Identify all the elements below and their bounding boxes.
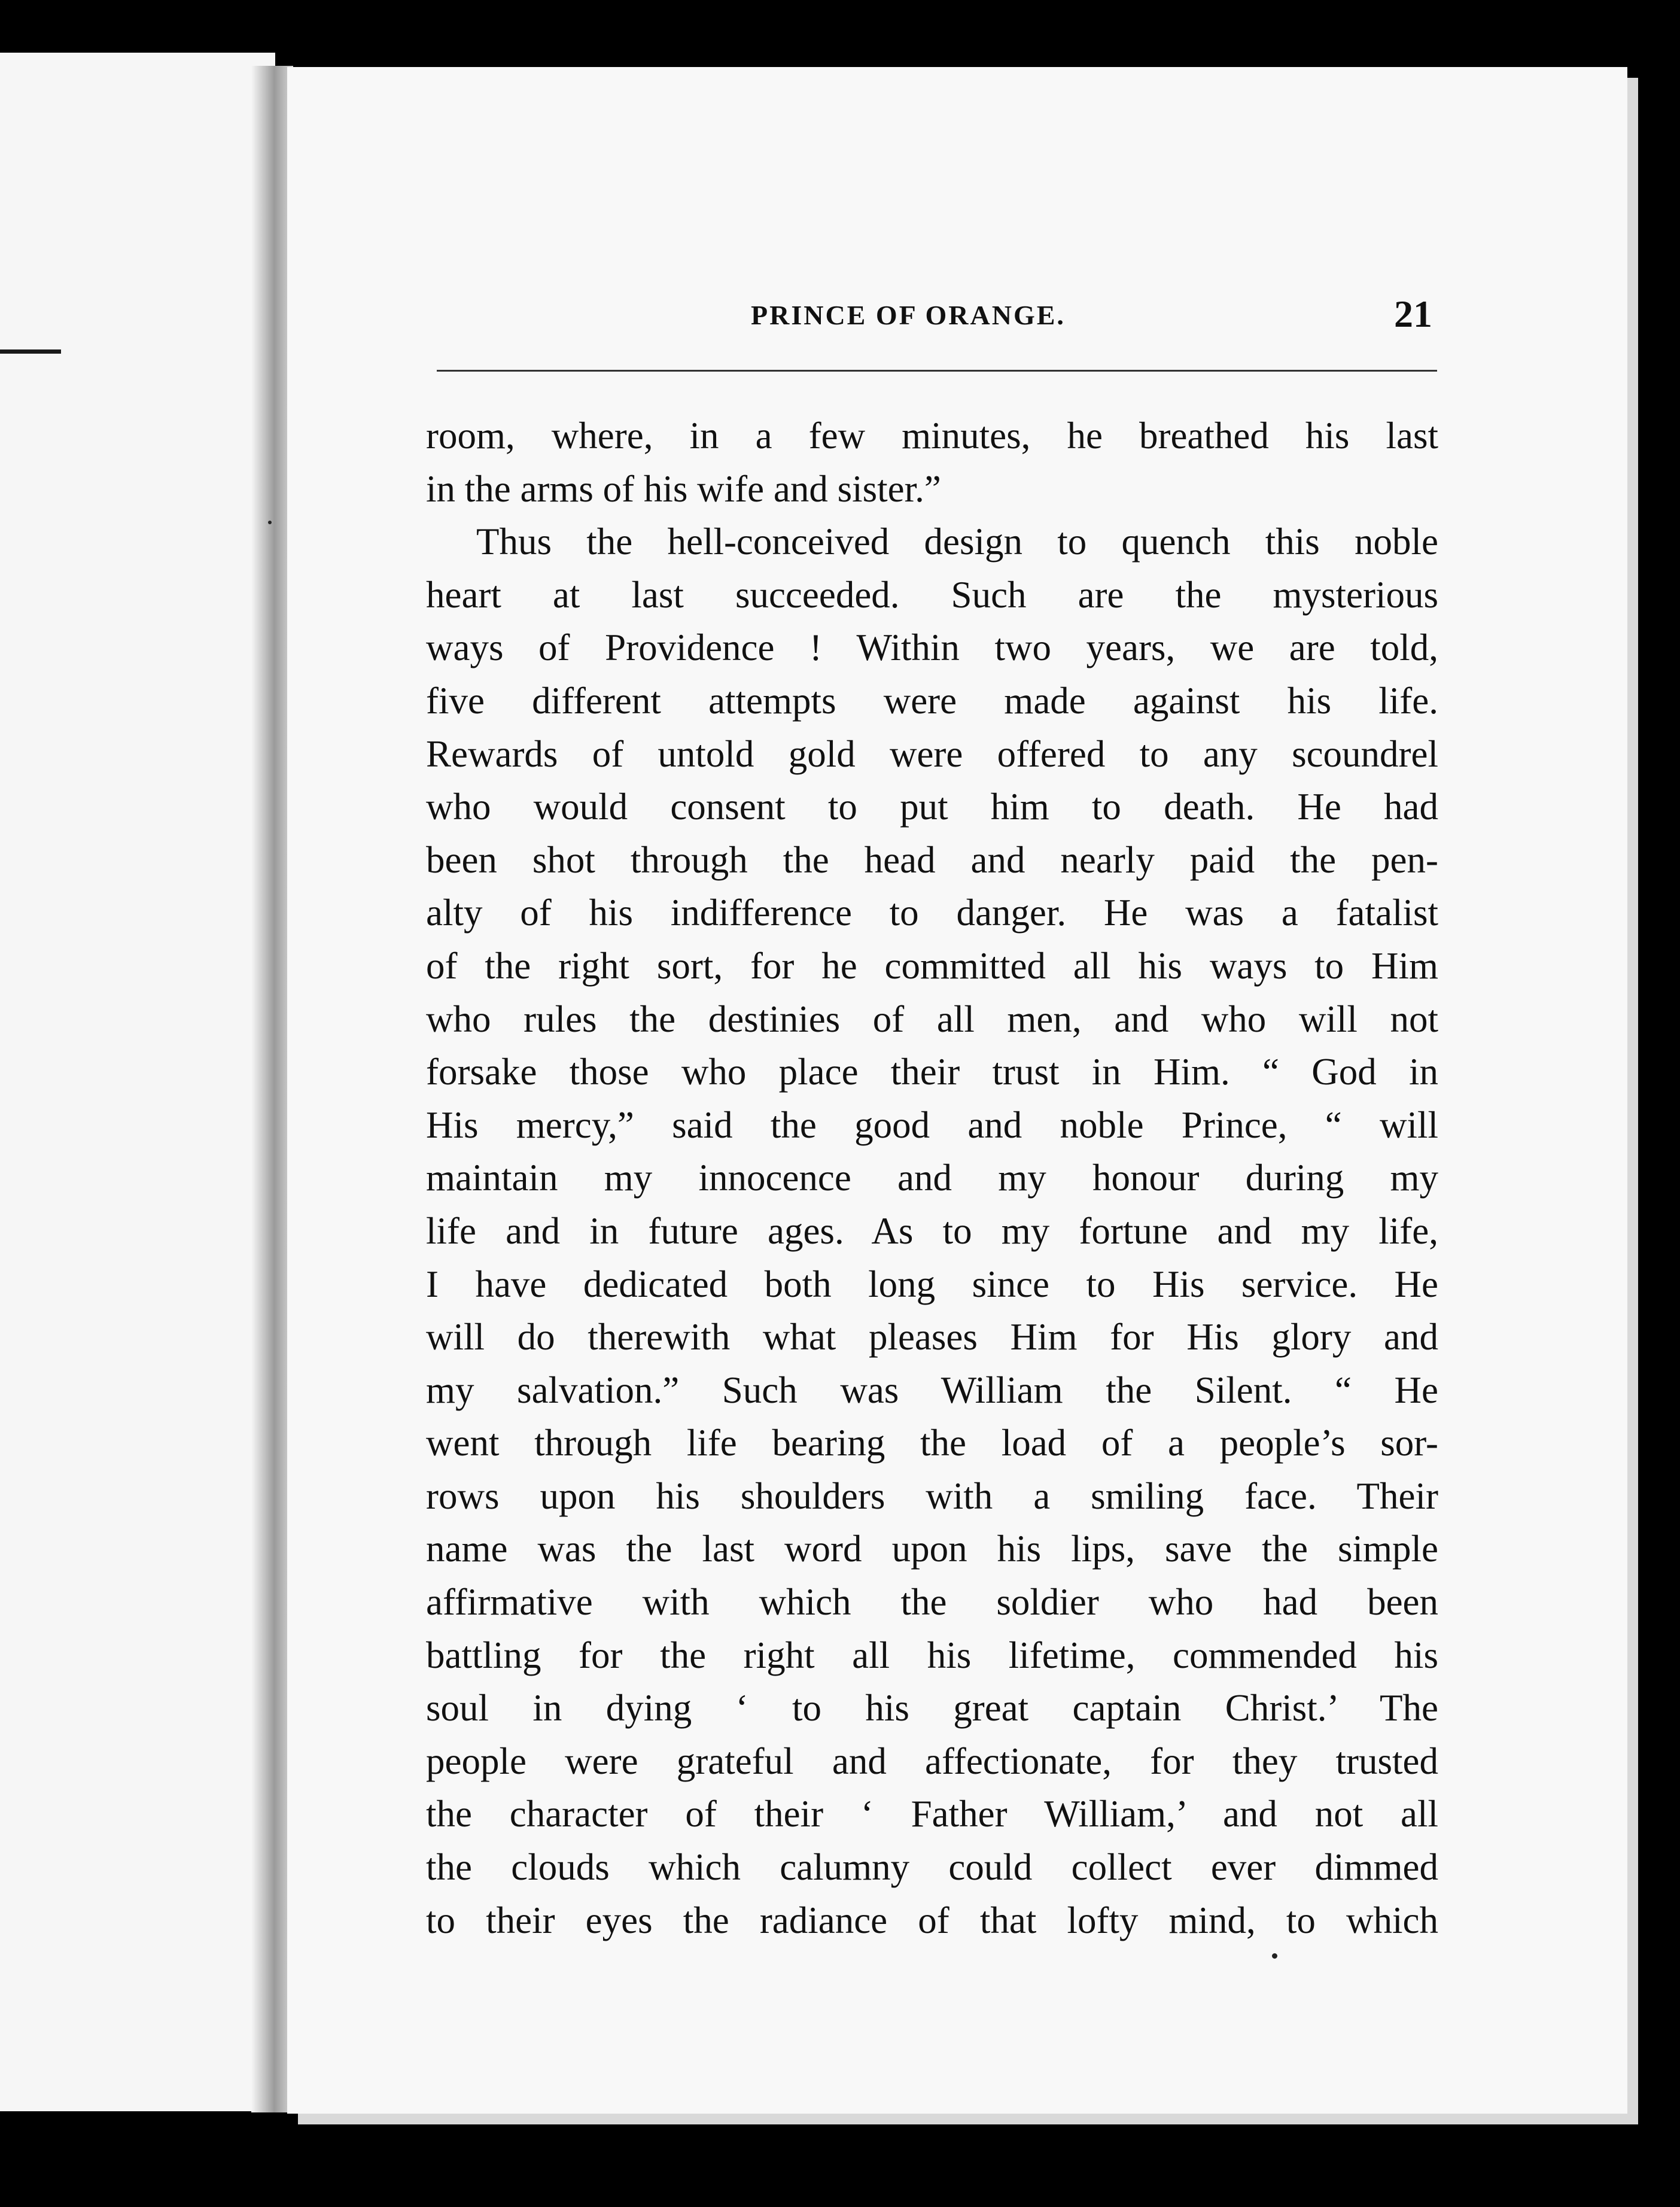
ink-speck xyxy=(268,521,272,524)
text-line: in the arms of his wife and sister.” xyxy=(426,467,941,510)
text-line: people were grateful and affectionate, for they trusted xyxy=(426,1740,1438,1782)
text-line: life and in future ages. As to my fortune and my life, xyxy=(426,1209,1438,1252)
previous-page xyxy=(0,53,275,2111)
text-line: who rules the destinies of all men, and who will not xyxy=(426,998,1438,1040)
text-line: been shot through the head and nearly paid the pen- xyxy=(426,838,1438,881)
running-head: PRINCE OF ORANGE. xyxy=(751,300,1066,330)
text-line: the character of their ‘ Father William,’ and not all xyxy=(426,1793,1438,1835)
text-line: alty of his indifference to danger. He was a fatalist xyxy=(426,892,1438,934)
text-line: battling for the right all his lifetime, commended his xyxy=(426,1634,1438,1676)
text-line: who would consent to put him to death. He had xyxy=(426,786,1438,828)
text-line: Rewards of untold gold were offered to any scoundrel xyxy=(426,732,1438,775)
text-line: Thus the hell-conceived design to quench this noble xyxy=(476,521,1438,563)
text-line: maintain my innocence and my honour during my xyxy=(426,1157,1438,1199)
text-line: name was the last word upon his lips, save the simple xyxy=(426,1528,1438,1570)
text-line: to their eyes the radiance of that lofty mind, to which xyxy=(426,1899,1438,1941)
text-line: five different attempts were made against his life. xyxy=(426,679,1438,722)
page-number: 21 xyxy=(1394,293,1432,335)
text-line: my salvation.” Such was William the Silent. “ He xyxy=(426,1369,1438,1411)
text-line: heart at last succeeded. Such are the mysterious xyxy=(426,573,1438,616)
text-line: the clouds which calumny could collect ever dimmed xyxy=(426,1846,1438,1889)
text-line: rows upon his shoulders with a smiling face. Their xyxy=(426,1475,1438,1517)
ink-speck xyxy=(1272,1953,1277,1959)
text-line: soul in dying ‘ to his great captain Christ.’ The xyxy=(426,1687,1438,1729)
text-line: went through life bearing the load of a people’s sor- xyxy=(426,1422,1438,1464)
text-line: forsake those who place their trust in Him. “ God in xyxy=(426,1051,1438,1093)
header-rule xyxy=(437,370,1437,372)
text-line: room, where, in a few minutes, he breathed his last xyxy=(426,415,1438,457)
text-line: of the right sort, for he committed all his ways to Him xyxy=(426,944,1438,987)
previous-page-rule xyxy=(0,349,61,354)
text-line: will do therewith what pleases Him for His glory and xyxy=(426,1316,1438,1358)
text-line: affirmative with which the soldier who had been xyxy=(426,1581,1438,1624)
text-line: His mercy,” said the good and noble Prince, “ will xyxy=(426,1104,1438,1146)
body-text xyxy=(426,409,1438,1947)
text-line: ways of Providence ! Within two years, we are told, xyxy=(426,627,1438,669)
text-line: I have dedicated both long since to His service. He xyxy=(426,1263,1438,1305)
